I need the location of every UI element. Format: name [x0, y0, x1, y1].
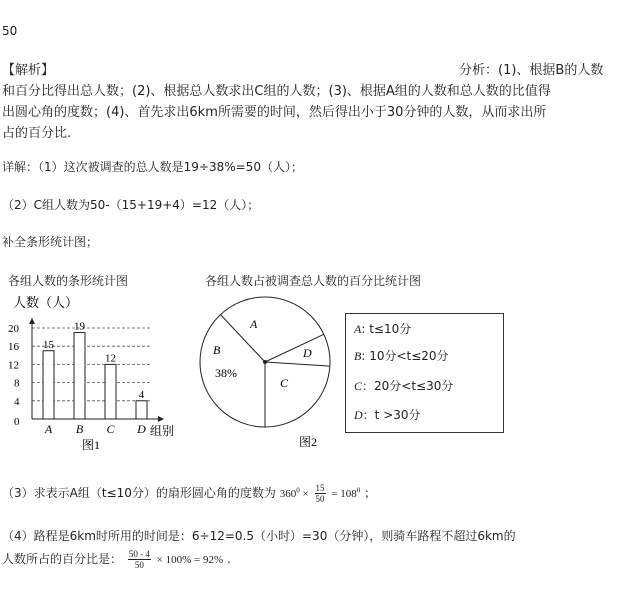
legend-item-b: B: 10分<t≤20分 [354, 349, 449, 363]
figure2-caption: 图2 [299, 435, 318, 449]
analysis-line3: 出圆心角的度数；(4)、首先求出6km所需要的时间，然后得出小于30分钟的人数，从而求出所 [2, 105, 547, 120]
y-tick-label: 0 [14, 416, 20, 428]
bar-chart-bars [43, 321, 147, 419]
detail-step4-line1: （4）路程是6km时所用的时间是：6÷12=0.5（小时）=30（分钟），则骑车路程不超过6km的 [2, 529, 516, 543]
bar-chart-ticks [8, 323, 20, 428]
top-number: 50 [2, 24, 18, 38]
step3-fraction: $\frac{15}{50}$ [315, 483, 325, 504]
y-tick-label: 20 [8, 323, 19, 335]
pie-legend [345, 313, 504, 433]
pie-label-b: B [213, 343, 221, 357]
pie-label-b-percent: 38% [215, 366, 237, 380]
bar-C [105, 364, 116, 419]
x-axis-arrow [158, 416, 164, 422]
y-tick-label: 12 [8, 359, 19, 372]
pie-slice-boundary [221, 315, 265, 362]
bar-value-label: 15 [43, 338, 54, 351]
bar-D [136, 401, 147, 419]
category-label: B [75, 422, 84, 436]
pie-slice-boundary [265, 362, 330, 366]
pie-label-a: A [250, 317, 258, 331]
detail-step3: （3）求表示A组（t≤10分）的扇形圆心角的度数为 $360^0$ × $\frac{15}{50}$ = $108^0$ ； [2, 483, 377, 504]
analysis-line2: 和百分比得出总人数；(2)、根据总人数求出C组的人数；(3)、根据A组的人数和总人数的比值得 [2, 84, 551, 99]
y-tick-label: 4 [14, 395, 20, 408]
detail-step4-line2: 人数所占的百分比是： $\frac{50 - 4}{50}$ × 100% = 92% . [2, 549, 231, 570]
category-label: A [44, 422, 53, 436]
bar-chart-categories [44, 422, 146, 436]
y-tick-label: 16 [8, 341, 19, 354]
pie-slice-boundary [265, 334, 324, 362]
bar-chart-xlabel: 组别 [150, 424, 175, 438]
detail-step2b: 补全条形统计图； [2, 235, 99, 249]
y-axis-arrow [29, 318, 35, 324]
category-label: D [137, 422, 146, 436]
pie-center [263, 360, 267, 364]
bar-value-label: 19 [74, 320, 85, 333]
figure1-caption: 图1 [82, 438, 101, 452]
analysis-lead: 分析：(1)、根据B的人数 [459, 63, 604, 78]
bar-chart-ylabel: 人数（人） [13, 295, 79, 310]
bar-value-label: 4 [138, 388, 145, 401]
bar-A [43, 351, 54, 419]
figure2-title: 各组人数占被调查总人数的百分比统计图 [205, 274, 422, 288]
legend-item-d: D：t >30分 [354, 408, 421, 422]
category-label: C [106, 422, 115, 436]
legend-item-c: C：20分<t≤30分 [354, 379, 454, 393]
analysis-heading: 【解析】 [2, 63, 55, 78]
bar-chart [0, 288, 195, 453]
pie-label-c: C [280, 376, 289, 390]
figure1-title: 各组人数的条形统计图 [8, 274, 129, 288]
legend-item-a: A: t≤10分 [354, 322, 412, 336]
step4-fraction: $\frac{50 - 4}{50}$ [128, 549, 150, 570]
pie-chart [195, 288, 345, 453]
detail-step1: 详解：（1）这次被调查的总人数是19÷38%=50（人）； [2, 160, 303, 174]
bar-B [74, 333, 85, 419]
detail-step2: （2）C组人数为50-（15+19+4）=12（人）； [2, 198, 260, 212]
bar-value-label: 12 [105, 352, 116, 365]
pie-label-d: D [303, 346, 312, 360]
analysis-line4: 占的百分比. [2, 126, 72, 141]
y-tick-label: 8 [14, 377, 20, 390]
